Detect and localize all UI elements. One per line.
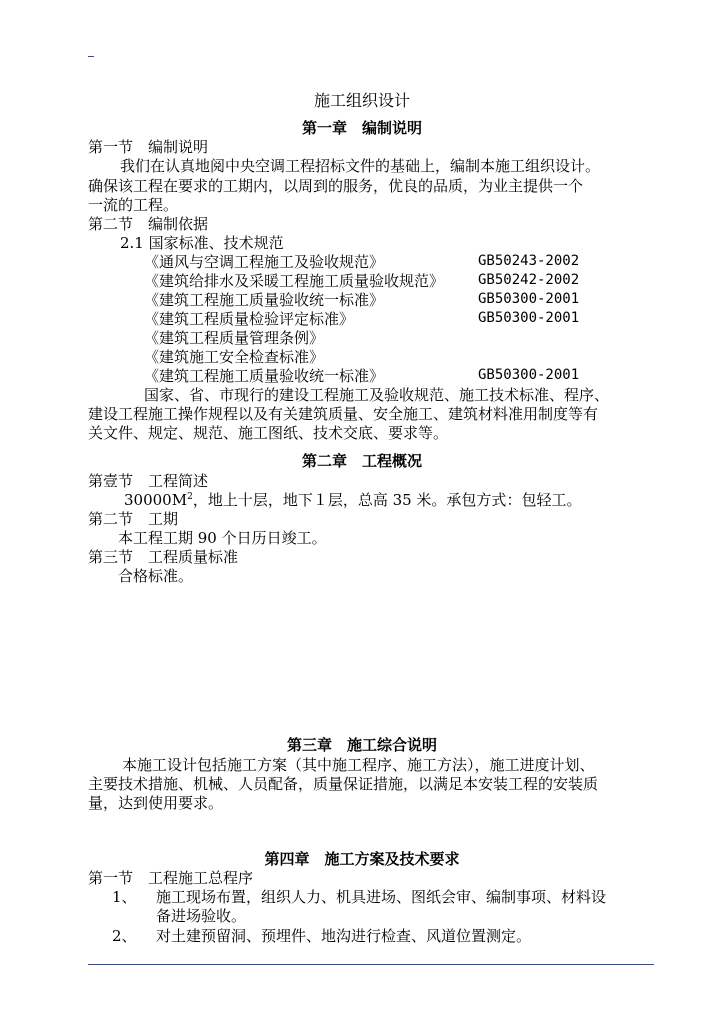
list-item-text: 对土建预留洞、预埋件、地沟进行检查、风道位置测定。 (156, 927, 532, 945)
standard-name: 《建筑工程质量检验评定标准》 (144, 310, 355, 328)
area-value: 30000M (124, 491, 188, 509)
list-item-number: 2、 (112, 927, 137, 945)
section-heading: 第一节 工程施工总程序 (88, 869, 254, 887)
paragraph-line: 本工程工期 90 个日历日竣工。 (118, 529, 327, 547)
footer-rule (88, 964, 654, 965)
top-mark (88, 56, 94, 57)
area-superscript: 2 (187, 492, 193, 502)
section-heading: 第二节 编制依据 (88, 215, 209, 233)
summary-text: ，地上十层，地下１层，总高 35 米。承包方式：包轻工。 (192, 491, 582, 509)
standard-code: GB50242-2002 (478, 272, 580, 288)
paragraph-line: 关文件、规定、规范、施工图纸、技术交底、要求等。 (88, 424, 449, 442)
section-heading: 第壹节 工程简述 (88, 472, 209, 490)
section-heading: 第一节 编制说明 (88, 138, 209, 156)
project-summary (124, 491, 581, 510)
list-item-number: 1、 (112, 888, 137, 906)
chapter-3-heading: 第三章 施工综合说明 (286, 736, 437, 754)
section-heading: 第二节 工期 (88, 510, 179, 528)
standard-name: 《建筑工程施工质量验收统一标准》 (144, 367, 385, 385)
chapter-1-heading: 第一章 编制说明 (301, 119, 422, 137)
standard-name: 《建筑工程质量管理条例》 (144, 329, 325, 347)
paragraph-line: 主要技术措施、机械、人员配备，质量保证措施，以满足本安装工程的安装质 (88, 775, 599, 793)
paragraph-line: 建设工程施工操作规程以及有关建筑质量、安全施工、建筑材料准用制度等有 (88, 405, 599, 423)
standard-name: 《通风与空调工程施工及验收规范》 (144, 253, 385, 271)
subsection-heading: 2.1 国家标准、技术规范 (120, 234, 284, 252)
standard-code: GB50300-2001 (478, 291, 580, 307)
standard-name: 《建筑施工安全检查标准》 (144, 348, 325, 366)
section-heading: 第三节 工程质量标准 (88, 548, 239, 566)
standard-name: 《建筑给排水及采暖工程施工质量验收规范》 (144, 272, 445, 290)
paragraph-line: 确保该工程在要求的工期内，以周到的服务，优良的品质，为业主提供一个 (88, 177, 584, 195)
doc-title: 施工组织设计 (313, 91, 410, 110)
standard-name: 《建筑工程施工质量验收统一标准》 (144, 291, 385, 309)
paragraph-line: 本施工设计包括施工方案（其中施工程序、施工方法），施工进度计划、 (122, 756, 595, 774)
standard-code: GB50300-2001 (478, 310, 580, 326)
paragraph-line: 国家、省、市现行的建设工程施工及验收规范、施工技术标准、程序、 (144, 386, 610, 404)
paragraph-line: 我们在认真地阅中央空调工程招标文件的基础上，编制本施工组织设计。 (120, 157, 601, 175)
paragraph-line: 合格标准。 (118, 567, 194, 585)
chapter-4-heading: 第四章 施工方案及技术要求 (264, 850, 460, 868)
chapter-2-heading: 第二章 工程概况 (301, 452, 422, 470)
standard-code: GB50243-2002 (478, 253, 580, 269)
list-item-text: 施工现场布置，组织人力、机具进场、图纸会审、编制事项、材料设 (156, 888, 607, 906)
paragraph-line: 一流的工程。 (88, 196, 179, 214)
paragraph-line: 量，达到使用要求。 (88, 794, 224, 812)
standard-code: GB50300-2001 (478, 367, 580, 383)
list-item-text: 备进场验收。 (156, 907, 247, 925)
